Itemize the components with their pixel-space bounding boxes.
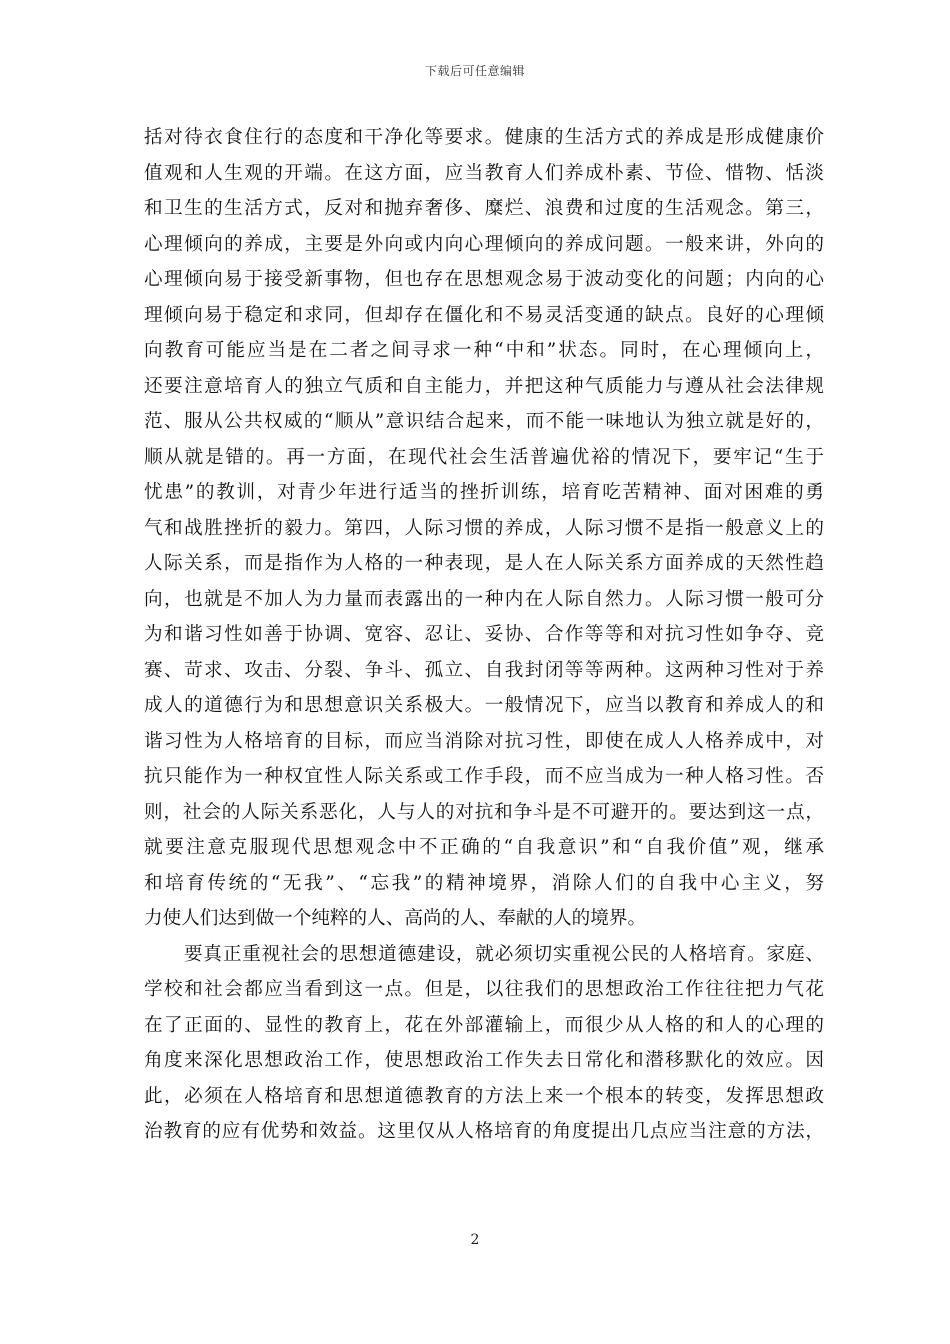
text-line: 治教育的应有优势和效益。这里仅从人格培育的角度提出几点应当注意的方法， bbox=[144, 1121, 824, 1142]
text-line: 还要注意培育人的独立气质和自主能力，并把这种气质能力与遵从社会法律规 bbox=[144, 375, 824, 397]
text-line: 要真正重视社会的思想道德建设，就必须切实重视公民的人格培育。家庭、 bbox=[184, 943, 824, 965]
paragraph-1 bbox=[144, 120, 824, 937]
text-line: 角度来深化思想政治工作，使思想政治工作失去日常化和潜移默化的效应。因 bbox=[144, 1050, 824, 1071]
text-line: 理倾向易于稳定和求同，但却存在僵化和不易灵活变通的缺点。良好的心理倾 bbox=[144, 304, 824, 326]
text-line: 人际关系，而是指作为人格的一种表现，是人在人际关系方面养成的天然性趋 bbox=[144, 553, 824, 574]
text-line: 顺从就是错的。再一方面，在现代社会生活普遍优裕的情况下，要牢记“生于 bbox=[144, 446, 824, 468]
text-line: 就要注意克服现代思想观念中不正确的“自我意识”和“自我价值”观，继承 bbox=[144, 837, 824, 858]
text-line: 在了正面的、显性的教育上，花在外部灌输上，而很少从人格的和人的心理的 bbox=[144, 1014, 824, 1036]
text-line: 忧患”的教训，对青少年进行适当的挫折训练，培育吃苦精神、面对困难的勇 bbox=[144, 482, 824, 503]
document-body bbox=[144, 120, 824, 1150]
text-line: 此，必须在人格培育和思想道德教育的方法上来一个根本的转变，发挥思想政 bbox=[144, 1085, 824, 1107]
text-line: 抗只能作为一种权宜性人际关系或工作手段，而不应当成为一种人格习性。否 bbox=[144, 766, 824, 787]
text-line: 则，社会的人际关系恶化，人与人的对抗和争斗是不可避开的。要达到这一点， bbox=[144, 801, 824, 823]
text-line: 范、服从公共权威的“顺从”意识结合起来，而不能一味地认为独立就是好的， bbox=[144, 411, 824, 432]
paragraph-2 bbox=[144, 937, 824, 1150]
text-line: 和培育传统的“无我”、“忘我”的精神境界，消除人们的自我中心主义，努 bbox=[144, 872, 824, 894]
text-line: 气和战胜挫折的毅力。第四，人际习惯的养成，人际习惯不是指一般意义上的 bbox=[144, 517, 824, 539]
text-line: 谐习性为人格培育的目标，而应当消除对抗习性，即使在成人人格养成中，对 bbox=[144, 730, 824, 752]
text-line: 为和谐习性如善于协调、宽容、忍让、妥协、合作等等和对抗习性如争夺、竞 bbox=[144, 624, 824, 645]
text-line: 心理倾向的养成，主要是外向或内向心理倾向的养成问题。一般来讲，外向的 bbox=[144, 233, 824, 255]
text-line: 括对待衣食住行的态度和干净化等要求。健康的生活方式的养成是形成健康价 bbox=[144, 127, 824, 148]
text-line: 向，也就是不加人为力量而表露出的一种内在人际自然力。人际习惯一般可分 bbox=[144, 588, 824, 610]
page-header: 下载后可任意编辑 bbox=[424, 64, 525, 78]
text-line: 力使人们达到做一个纯粹的人、高尚的人、奉献的人的境界。 bbox=[144, 908, 647, 929]
text-line: 向教育可能应当是在二者之间寻求一种“中和”状态。同时，在心理倾向上， bbox=[144, 340, 824, 361]
page-number: 2 bbox=[470, 1232, 480, 1248]
text-line: 值观和人生观的开端。在这方面，应当教育人们养成朴素、节俭、惜物、恬淡 bbox=[144, 162, 824, 184]
text-line: 和卫生的生活方式，反对和抛弃奢侈、糜烂、浪费和过度的生活观念。第三， bbox=[144, 198, 824, 219]
text-line: 赛、苛求、攻击、分裂、争斗、孤立、自我封闭等等两种。这两种习性对于养 bbox=[144, 659, 824, 681]
text-line: 成人的道德行为和思想意识关系极大。一般情况下，应当以教育和养成人的和 bbox=[144, 695, 824, 716]
text-line: 学校和社会都应当看到这一点。但是，以往我们的思想政治工作往往把力气花 bbox=[144, 979, 824, 1000]
text-line: 心理倾向易于接受新事物，但也存在思想观念易于波动变化的问题；内向的心 bbox=[144, 269, 824, 290]
